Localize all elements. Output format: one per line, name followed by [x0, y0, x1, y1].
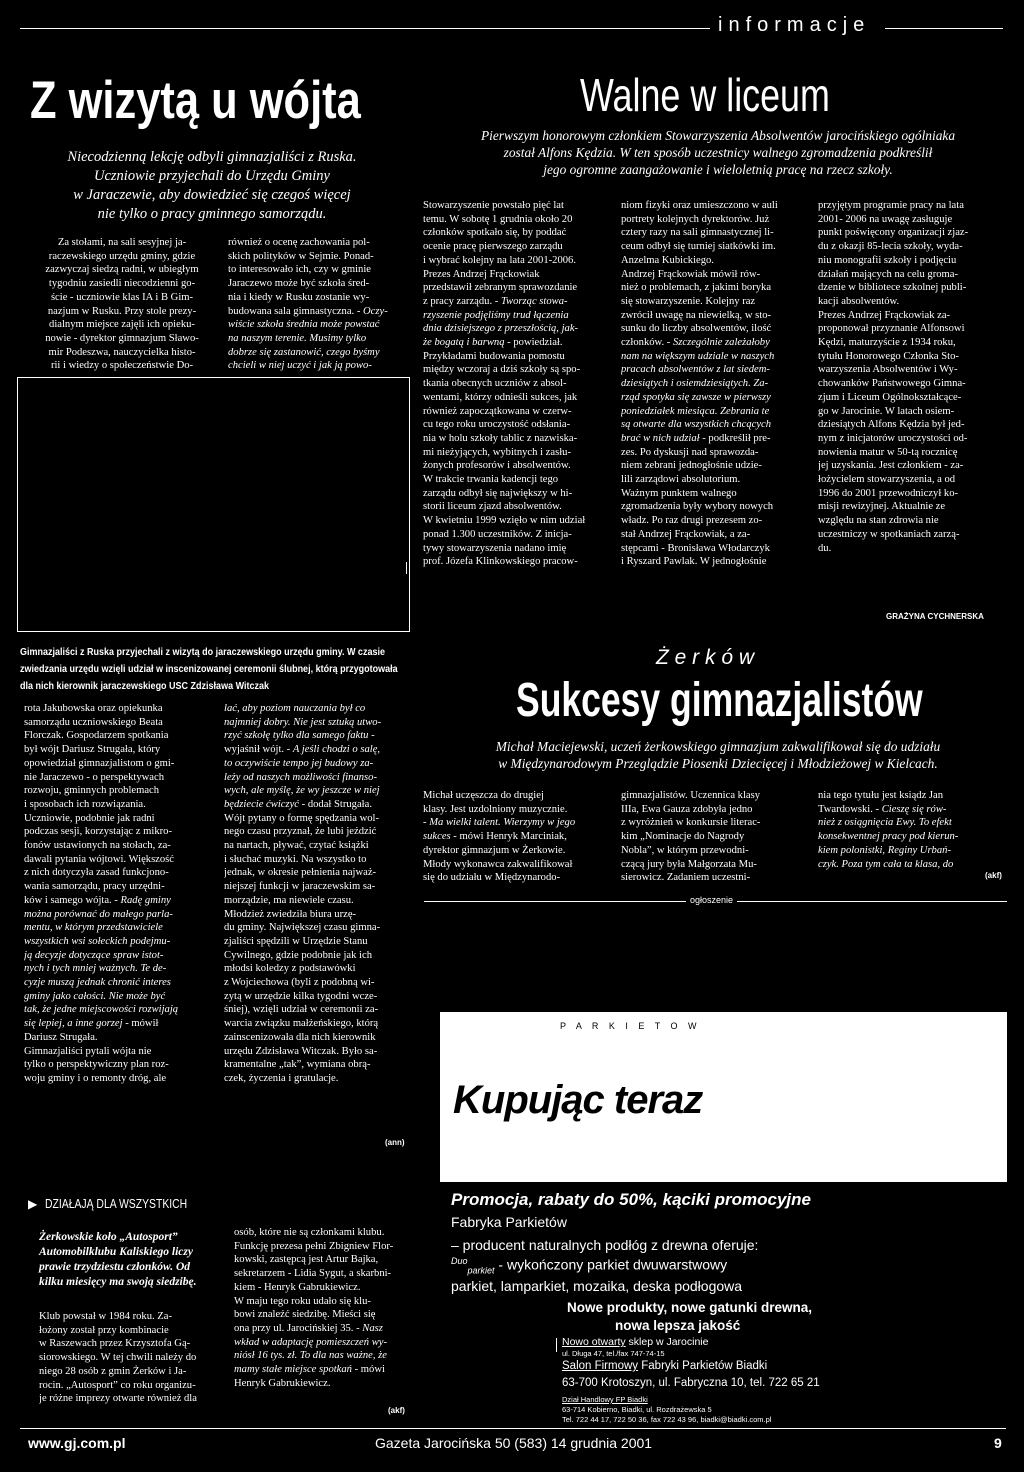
article4-kicker-text: DZIAŁAJĄ DLA WSZYSTKICH — [44, 1196, 188, 1211]
advert-parkiet: parkiet — [467, 1265, 495, 1276]
article4-kicker — [28, 1196, 223, 1211]
advert-line2-text: - wykończony parkiet dwuwarstwowy — [494, 1256, 728, 1273]
article1-col2-text: również o ocenę zachowania pol- skich polityków w Sejmie. Ponad- to interesowało ich, czy w gminie Jaraczewo może być szkoła śred- nia i kiedy w Rusku zostanie wy- budowana sala gimnastyczna. - — [228, 237, 374, 317]
article2-lead: Pierwszym honorowym członkiem Stowarzyszenia Absolwentów jarocińskiego ogólniaka został Alfons Kędzia. W ten sposób uczestnicy walnego zgromadzenia podkreślił jego ogromne zaangażowanie i wieloletnią pracę na rzecz szkoły. — [480, 128, 956, 177]
advert-dzial: Dział Handlowy FP Biadki — [562, 1395, 648, 1404]
article4-col2-end: - mówi Henryk Gabrukiewicz. — [234, 1364, 385, 1389]
article2-title: Walne w liceum — [580, 69, 830, 121]
article2-col1-text: Stowarzyszenie powstało pięć lat temu. W sobotę 1 grudnia około 20 członków spotkało się, by poddać ocenie pracę pierwszego zarządu i wybrać kolejny na lata 2001-2006. Prezes Andrzej Frąckowiak przedstawił zebranym sprawozdanie z pracy zarządu. - — [423, 200, 578, 307]
article4-col2-quote: Nasz wkład w adaptację pomieszczeń wy- niósł 16 tys. zł. To dla nas ważne, że mamy stałe miejsce spotkań — [234, 1322, 387, 1376]
advert-shop-address: ul. Długa 47, tel./fax 747-74-15 — [562, 1349, 665, 1358]
advert-line3: parkiet, lamparkiet, mozaika, deska podłogowa — [451, 1278, 743, 1294]
footer-page-number: 9 — [994, 1435, 1002, 1451]
advert-address-rule — [556, 1338, 557, 1352]
article3-col3-text: nia tego tytułu jest ksiądz Jan Twardowski. - — [818, 790, 944, 815]
article1-col3-end: - mówił Dariusz Strugała. Gimnazjaliści pytali wójta nie tylko o perspektywiczny plan roz- woju gminy i o remonty dróg, ale — [24, 1018, 169, 1084]
arrow-right-icon: ▶ — [28, 1197, 38, 1211]
article1-title: Z wizytą u wójta — [30, 71, 361, 130]
advert-shop-label: Nowo otwarty — [562, 1336, 626, 1348]
article2-col2-text: niom fizyki oraz umieszczono w auli portrety kolejnych dyrektorów. Już cztery razy na sali gimnastycznej li- ceum odbył się turniej siatkówki im. Anzelma Kubickiego. Andrzej Frąckowiak mówił rów- nież o problemach, z jakimi boryka się stowarzyszenie. Kolejny raz zwrócił uwagę na niewielką, w sto- sunku do liczby absolwentów, ilość członków. - — [621, 200, 778, 349]
advert-new2: nowa lepsza jakość — [615, 1318, 741, 1333]
article2-col2-end: - podkreślił pre- zes. Po dyskusji nad sprawozda- niem zebrani jednogłośnie udzie- lili zarządowi absolutorium. Ważnym punktem walnego zgromadzenia były wybory nowych władz. Po raz drugi prezesem zo- stał Andrzej Frąckowiak, a za- stępcami - Bronisława Włodarczyk i Ryszard Pawlak. W jednogłośnie — [621, 432, 774, 568]
article3-col3-quote: Cieszę się rów- nież z osiągnięcia Ewy. To efekt konsekwentnej pracy pod kierun- kiem polonistki, Reginy Urbań- czyk. Poza tym cała ta klasa, do — [818, 803, 959, 870]
article1-col4-text2: - dodał Strugała. Wójt pytany o formę spędzania wol- nego czasu przyznał, że lubi jeździć na nartach, pływać, czytać książki i słuchać muzyki. Na wszystko to jednak, w okresie pełnienia najważ- niejszej funkcji w jaraczewskim sa- morządzie, ma niewiele czasu. Młodzież zwiedziła biura urzę- du gminy. Największej czasu gimna- zjaliści spędzili w Urzędzie Stanu Cywilnego, gdzie podobnie jak ich młodsi koledzy z podstawówki z Wojciechowa (byli z podobną wi- zytą w urzędzie kilka tygodni wcze- śniej), wzięli udział w ceremonii za- warcia związku małżeńskiego, którą zainscenizowała dla nich kierownik urzędu Zdzisława Witczak. Było sa- kramentalne „tak”, wymiana obrą- czek, życzenia i gratulacje. — [224, 798, 381, 1084]
footer-rule — [20, 1428, 1006, 1429]
advert-shop-text: sklep w Jarocinie — [625, 1336, 709, 1348]
article3-col1-end: - mówi Henryk Marciniak, dyrektor gimnazjum w Żerkowie. Młody wykonawca zakwalifikował się do udziału w Międzynarodo- — [423, 831, 573, 884]
header-rule-right — [885, 28, 1003, 29]
article2-col1-quote: Tworząc stowa- rzyszenie podjęliśmy trud łączenia dnia dzisiejszego z przeszłością, jak- że bogatą i barwną — [423, 295, 579, 349]
article3-lead: Michał Maciejewski, uczeń żerkowskiego gimnazjum zakwalifikował się do udziału w Międzynarodowym Przeglądzie Piosenki Dziecięcej i Młodzieżowej w Kielcach. — [495, 739, 941, 771]
article1-col2-quote: Oczy- wiście szkoła średnia może powstać na naszym terenie. Musimy tylko dobrze się zastanowić, czego byśmy chcieli w niej uczyć i jak ją powo- — [228, 305, 388, 372]
article4-signature: (akf) — [388, 1406, 405, 1415]
advert-company: Fabryka Parkietów — [451, 1214, 567, 1230]
article4-col2 — [234, 1226, 412, 1420]
advert-brand: P A R K I E T O W — [560, 1021, 701, 1031]
article1-col1: Za stołami, na sali sesyjnej ja- raczewskiego urzędu gminy, gdzie zazwyczaj siedzą radni, w ubiegłym tygodniu zasiedli niecodzienni go- ście - uczniowie klas IA i B Gim- nazjum w Rusku. Przy stole prezy- dialnym miejsce zajęli ich opieku- nowie - dyrektor gimnazjum Sławo- mir Podeszwa, nauczycielka histo- rii i wiedzy o społeczeństwie Do- — [45, 237, 199, 372]
article1-photo — [17, 377, 410, 632]
article4-col2-text: osób, które nie są członkami klubu. Funkcję prezesa pełni Zbigniew Flor- kowski, zastępcą jest Artur Bajka, sekretarzem - Lidia Sygut, a skarbni- kiem - Henryk Gabrukiewicz. W maju tego roku udało się klu- bowi znaleźć siedzibę. Mieści się ona przy ul. Jarocińskiej 35. - — [234, 1227, 394, 1334]
article1-caption: Gimnazjaliści z Ruska przyjechali z wizytą do jaraczewskiego urzędu gminy. W czasie zwiedzania urzędu wzięli udział w inscenizowanej ceremonii ślubnej, którą przygotowała dla nich kierownik jaraczewskiego USC Zdzisława Witczak — [20, 647, 398, 692]
advert-line1: – producent naturalnych podłóg z drewna oferuje: — [451, 1237, 759, 1253]
article3-col1 — [423, 789, 609, 885]
advert-rule-right — [737, 901, 1007, 902]
header-rule-left — [20, 28, 710, 29]
advert-dzial-address: 63-714 Kobierno, Biadki, ul. Rozdrażewska 5 — [562, 1405, 712, 1414]
photo-side-mark — [406, 562, 407, 574]
advert-headline: Kupując teraz — [453, 1078, 703, 1122]
advert-new1: Nowe produkty, nowe gatunki drewna, — [567, 1300, 813, 1315]
article2-col1 — [423, 199, 609, 635]
article3-title: Sukcesy gimnazjalistów — [516, 674, 923, 727]
section-label: informacje — [718, 14, 871, 36]
advert-rule-left — [424, 901, 686, 902]
advert-promo: Promocja, rabaty do 50%, kąciki promocyjne — [451, 1190, 811, 1209]
article1-lead: Niecodzienną lekcję odbyli gimnazjaliści z Ruska. Uczniowie przyjechali do Urzędu Gminy w Jaraczewie, aby dowiedzieć się czegoś więcej nie tylko o pracy gminnego samorządu. — [67, 149, 357, 222]
article4-col1: Klub powstał w 1984 roku. Za- łożony został przy kombinacie w Raszewach przez Krzysztofa Gą- siorowskiego. W tej chwili należy do niego 28 osób z gmin Żerków i Ja- rocin. „Autosport” co roku organizu- je różne imprezy otwarte również dla — [39, 1311, 197, 1405]
article2-col2-quote: Szczególnie zależałoby nam na większym udziale w naszych pracach absolwentów z lat siedem- dziesiątych i osiemdziesiątych. Za- rząd spotyka się zawsze w pierwszy poniedziałek miesiąca. Zebrania te są otwarte dla wszystkich chcących brać w nich udział — [621, 337, 775, 444]
advert-salon — [562, 1360, 767, 1372]
article1-signature: (ann) — [385, 1138, 405, 1147]
footer-issue: Gazeta Jarocińska 50 (583) 14 grudnia 2001 — [375, 1435, 653, 1451]
advert-label: ogłoszenie — [690, 895, 734, 905]
article3-kicker: Ż e r k ó w — [656, 646, 755, 669]
article2-col2 — [621, 199, 807, 635]
article3-col1-text: Michał uczęszcza do drugiej klasy. Jest uzdolniony muzycznie. - — [423, 790, 568, 829]
article1-col3-text: rota Jakubowska oraz opiekunka samorządu uczniowskiego Beata Florczak. Gospodarzem spotkania był wójt Dariusz Strugała, który opowiedział gimnazjalistom o gmi- nie Jaraczewo - o perspektywach rozwoju, gminnych problemach i sposobach ich rozwiązania. Uczniowie, podobnie jak radni podczas sesji, korzystając z mikro- fonów ustawionych na stołach, za- dawali pytania wójtowi. Większość z nich dotyczyła zasad funkcjono- wania samorządu, pracy urzędni- ków i samego wójta. - — [24, 703, 175, 906]
advert-salon-text: Fabryki Parkietów Biadki — [638, 1360, 768, 1372]
article1-col4-quote2: A jeśli chodzi o salę, to oczywiście tempo jej budowy za- leży od naszych możliwości finanso- wych, ale myślę, że wy jeszcze w niej będziecie ćwiczyć — [224, 744, 381, 810]
article1-col2 — [228, 236, 412, 376]
footer-website: www.gj.com.pl — [28, 1435, 126, 1451]
advert-line2 — [451, 1256, 727, 1275]
article1-col3-quote: Radę gminy można porównać do małego parla- mentu, w którym przedstawiciele wszystkich wsi sołeckich podejmu- ją decyzje dotyczące spraw istot- nych i tych mniej ważnych. Te de- cyzje muszą jednak chronić interes gminy jako całości. Nie może być tak, że jedne miejscowości rozwijają się lepiej, a inne gorzej — [24, 894, 179, 1030]
article2-col1-end: - powiedział. Przykładami budowania pomostu między wczoraj a dziś szkoły są spo- tkania obecnych uczniów z absol- wentami, którzy odnieśli sukces, jak również zapoczątkowana w czerw- cu tego roku uroczystość odsłania- nia w holu szkoły tablic z nazwiska- mi nieżyjących, wybitnych i zasłu- żonych profesorów i absolwentów. W trakcie trwania kadencji tego zarządu odbył się największy w hi- storii liceum zjazd absolwentów. W kwietniu 1999 wzięło w nim udział ponad 1.300 uczestników. Z inicja- tywy stowarzyszenia nadano imię prof. Józefa Klinkowskiego pracow- — [423, 337, 586, 568]
article3-col1-quote: Ma wielki talent. Wierzymy w jego sukces — [423, 817, 576, 843]
article1-col4 — [224, 702, 414, 1152]
article3-col2: gimnazjalistów. Uczennica klasy IIIa, Ewa Gauza zdobyła jedno z wyróżnień w konkursie literac- kim „Nominacje do Nagrody Nobla”, w którym przewodni- czącą jury była Małgorzata Mu- sierowicz. Zadaniem uczestni- — [621, 790, 761, 884]
article2-signature: GRAŻYNA CYCHNERSKA — [886, 612, 984, 621]
advert-salon-address: 63-700 Krotoszyn, ul. Fabryczna 10, tel. 722 65 21 — [562, 1377, 820, 1389]
advert-dzial-contact: Tel. 722 44 17, 722 50 36, fax 722 43 96, biadki@biadki.com.pl — [562, 1415, 772, 1424]
article3-col3 — [818, 789, 1008, 871]
advert-salon-label: Salon Firmowy — [562, 1360, 639, 1372]
article1-col4-quote1: lać, aby poziom nauczania był co najmniej dobry. Nie jest sztuką utwo- rzyć szkołę tylko dla samego faktu — [224, 703, 382, 742]
article3-signature: (akf) — [985, 871, 1002, 880]
article1-col4-text1: - wyjaśnił wójt. - — [224, 730, 375, 756]
advert-duo: Duo — [451, 1256, 468, 1266]
advert-shop — [562, 1336, 708, 1348]
article2-col3: przyjętym programie pracy na lata 2001- 2006 na uwagę zasługuje punkt poświęcony organizacji zjaz- du z okazji 85-lecia szkoły, wyda- niu monografii szkoły i podjęciu działań mających na celu groma- dzenie w bibliotece szkolnej publi- kacji absolwentów. Prezes Andrzej Frąckowiak za- proponował przyznanie Alfonsowi Kędzi, maturzyście z 1934 roku, tytułu Honorowego Członka Sto- warzyszenia Absolwentów i Wy- chowanków Państwowego Gimna- zjum i Liceum Ogólnokształcące- go w Jarocinie. W latach osiem- dziesiątych Alfons Kędzia był jed- nym z inicjatorów uroczystości od- nowienia matur w 50-tą rocznicę jej uzyskania. Jest członkiem - za- łożycielem stowarzyszenia, a od 1996 do 2001 przewodniczył ko- misji rewizyjnej. Aktualnie ze względu na stan zdrowia nie uczestniczy w spotkaniach zarzą- du. — [818, 200, 969, 554]
article1-col3 — [24, 702, 212, 1152]
article4-lead: Żerkowskie koło „Autosport” Automobilklubu Kaliskiego liczy prawie trzydziestu członków. Od kilku miesięcy ma swoją siedzibę. — [39, 1231, 197, 1288]
